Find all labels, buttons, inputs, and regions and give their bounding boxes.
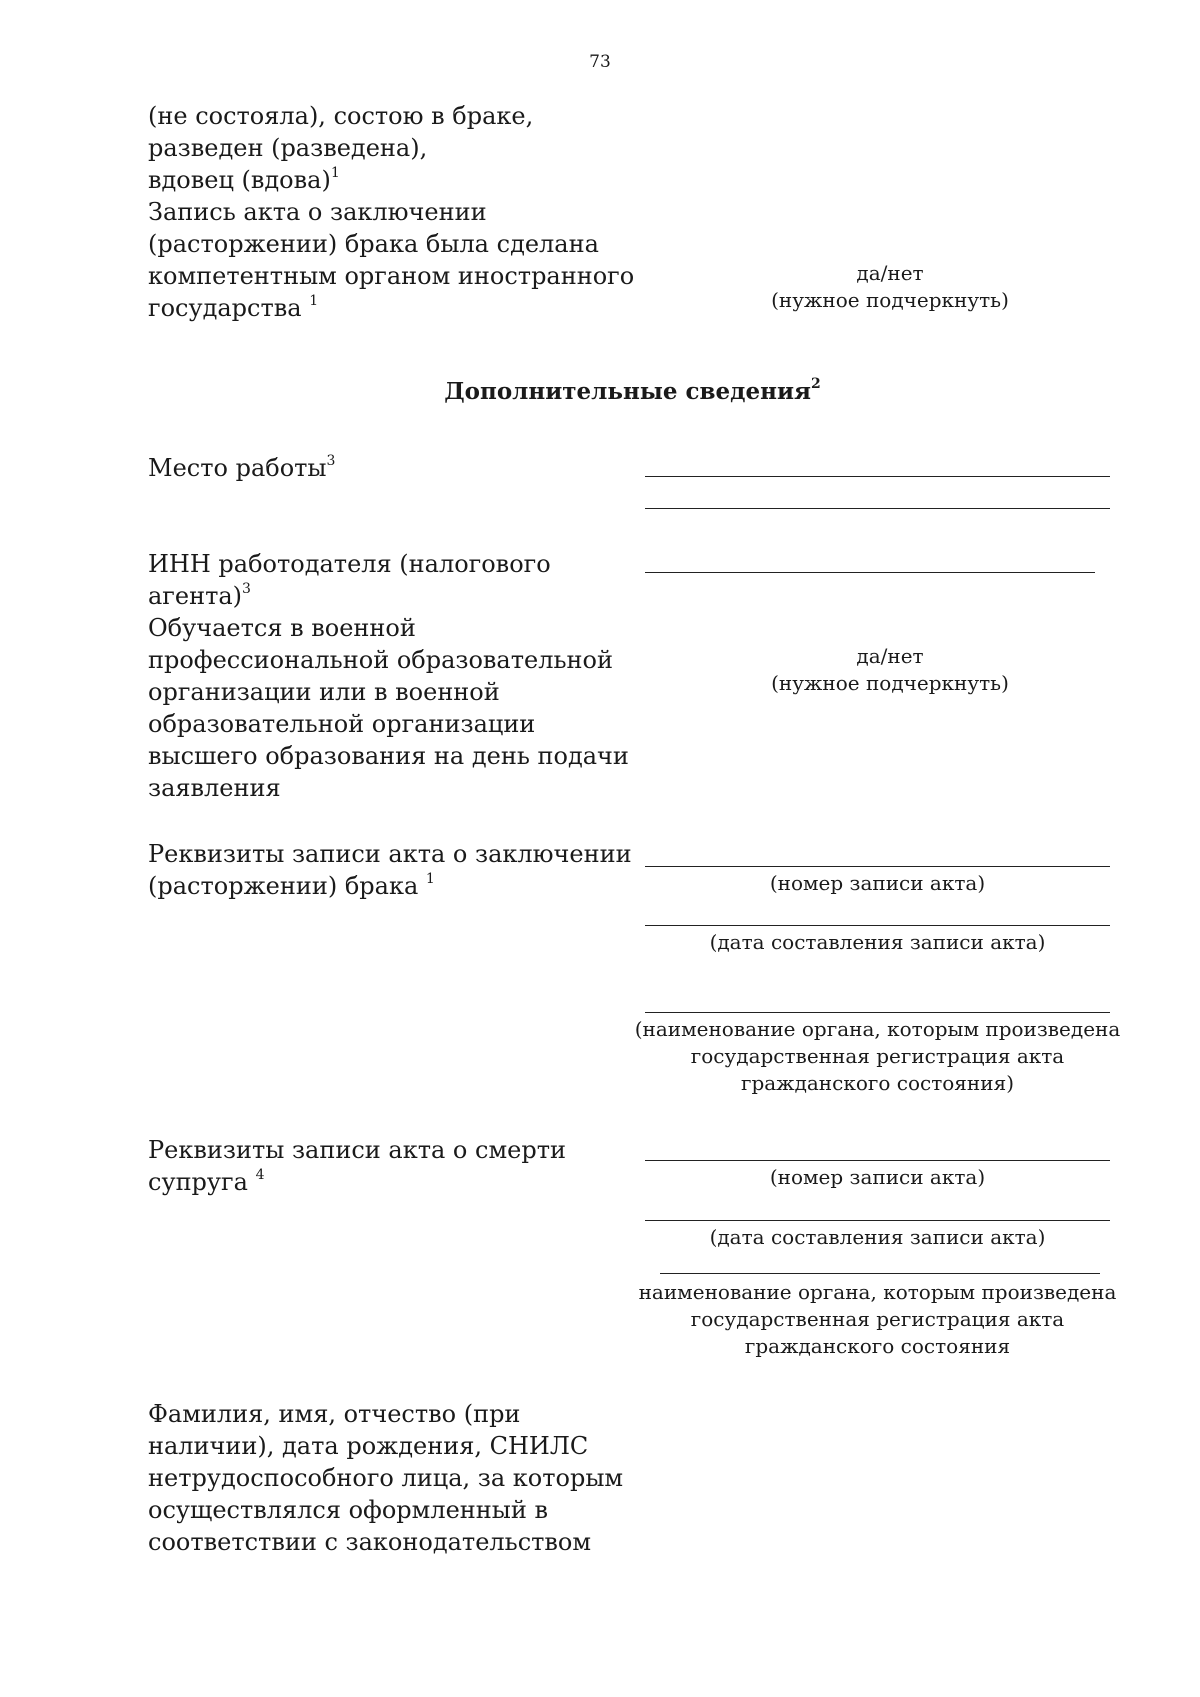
yes-no-option[interactable]: да/нет bbox=[856, 261, 924, 285]
marriage-number-caption: (номер записи акта) bbox=[769, 871, 986, 895]
death-number-field-line[interactable] bbox=[645, 1160, 1110, 1161]
foreign-record-answer[interactable] bbox=[740, 260, 1040, 314]
footnote-ref: 1 bbox=[309, 293, 319, 309]
marriage-date-caption: (дата составления записи акта) bbox=[709, 930, 1046, 954]
foreign-line-3: компетентным органом иностранного bbox=[148, 262, 635, 290]
marriage-organ-field-line[interactable] bbox=[645, 1012, 1110, 1013]
employer-inn-field-line[interactable] bbox=[645, 572, 1095, 573]
military-education-answer[interactable] bbox=[740, 643, 1040, 697]
workplace-field-line-2[interactable] bbox=[645, 508, 1110, 509]
marital-line-1: (не состояла), состою в браке, bbox=[148, 102, 534, 130]
section-heading: Дополнительные сведения$^2$ bbox=[444, 376, 821, 405]
marital-line-2: разведен (разведена), bbox=[148, 134, 428, 162]
marital-line-3: вдовец (вдова)$^1$ bbox=[148, 165, 340, 194]
footnote-ref: 1 bbox=[425, 871, 435, 887]
marriage-record-label: Реквизиты записи акта о заключении (расторжении) брака $^1$ bbox=[148, 840, 632, 900]
death-number-caption: (номер записи акта) bbox=[769, 1165, 986, 1189]
death-organ-caption: наименование органа, которым произведена государственная регистрация акта гражданского состояния bbox=[638, 1280, 1117, 1358]
underline-hint: (нужное подчеркнуть) bbox=[771, 671, 1009, 695]
death-date-field-line[interactable] bbox=[645, 1220, 1110, 1221]
footnote-ref: 4 bbox=[255, 1167, 265, 1183]
marriage-number-field-line[interactable] bbox=[645, 866, 1110, 867]
footnote-ref: 2 bbox=[811, 376, 821, 393]
marriage-organ-caption: (наименование органа, которым произведена государственная регистрация акта гражданского состояния) bbox=[634, 1017, 1121, 1095]
death-record-label: Реквизиты записи акта о смерти супруга $^4$ bbox=[148, 1136, 566, 1196]
marriage-date-field-line[interactable] bbox=[645, 925, 1110, 926]
yes-no-option[interactable]: да/нет bbox=[856, 644, 924, 668]
foreign-line-4: государства $^1$ bbox=[148, 293, 319, 322]
death-date-caption: (дата составления записи акта) bbox=[709, 1225, 1046, 1249]
foreign-line-2: (расторжении) брака была сделана bbox=[148, 230, 599, 258]
marital-status-text bbox=[148, 100, 638, 196]
disabled-person-label: Фамилия, имя, отчество (при наличии), дата рождения, СНИЛС нетрудоспособного лица, за которым осуществлялся оформленный в соответствии с законодательством bbox=[148, 1400, 624, 1556]
foreign-line-1: Запись акта о заключении bbox=[148, 198, 487, 226]
page-number: 73 bbox=[589, 52, 611, 72]
military-education-label: Обучается в военной профессиональной образовательной организации или в военной образовательной организации высшего образования на день подачи заявления bbox=[148, 614, 629, 802]
death-organ-field-line[interactable] bbox=[660, 1273, 1100, 1274]
underline-hint: (нужное подчеркнуть) bbox=[771, 288, 1009, 312]
foreign-record-label bbox=[148, 196, 638, 324]
footnote-ref: 3 bbox=[326, 453, 336, 469]
footnote-ref: 1 bbox=[330, 165, 340, 181]
footnote-ref: 3 bbox=[242, 581, 251, 597]
workplace-label: Место работы$^3$ bbox=[148, 453, 336, 482]
employer-inn-label: ИНН работодателя (налогового агента)$^3$ bbox=[148, 550, 551, 610]
workplace-field-line-1[interactable] bbox=[645, 476, 1110, 477]
